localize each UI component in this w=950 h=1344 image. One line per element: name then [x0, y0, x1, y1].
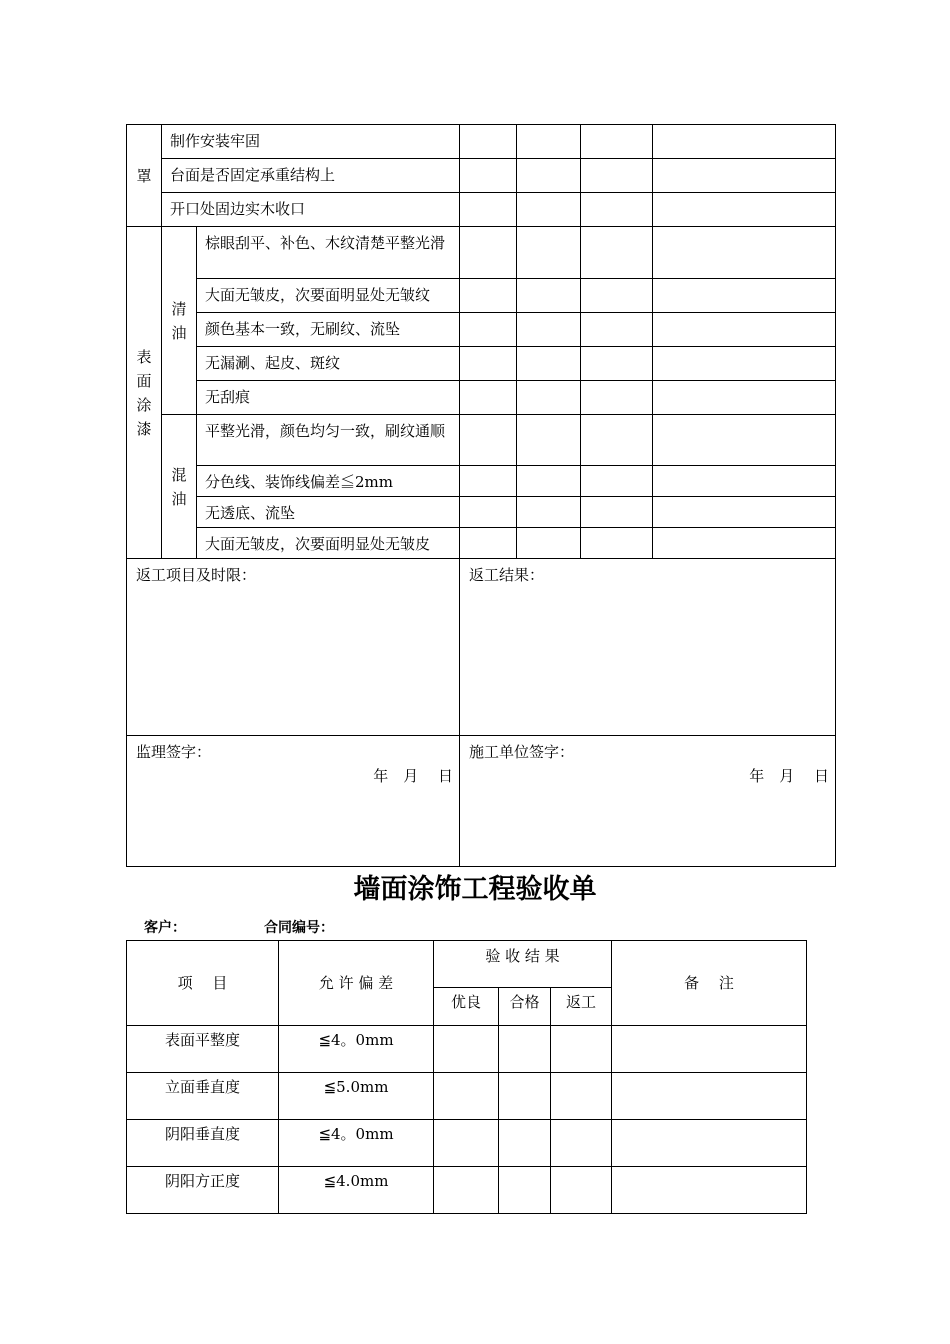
col-header-tolerance: 允 许 偏 差 [279, 941, 434, 1026]
remark-cell[interactable] [653, 125, 836, 159]
remark-cell[interactable] [653, 313, 836, 347]
supervisor-sign-label: 监理签字： [136, 743, 212, 761]
contractor-sign-box[interactable] [460, 736, 836, 867]
result-cell[interactable] [517, 466, 581, 497]
remark-cell[interactable] [612, 1120, 807, 1167]
row-tolerance: ≦5.0mm [279, 1073, 434, 1120]
check-item: 无漏涮、起皮、斑纹 [197, 347, 460, 381]
rework-items-label: 返工项目及时限： [136, 566, 257, 584]
result-cell[interactable] [517, 528, 581, 559]
remark-cell[interactable] [653, 528, 836, 559]
remark-cell[interactable] [653, 466, 836, 497]
col-header-remark: 备 注 [612, 941, 807, 1026]
remark-cell[interactable] [653, 279, 836, 313]
col-header-pass: 合格 [499, 988, 551, 1026]
check-item: 棕眼刮平、补色、木纹清楚平整光滑 [197, 227, 460, 279]
col-header-excellent: 优良 [434, 988, 499, 1026]
row-item: 阴阳垂直度 [127, 1120, 279, 1167]
result-cell[interactable] [517, 347, 581, 381]
row-tolerance: ≦4.0mm [279, 1167, 434, 1214]
row-item: 立面垂直度 [127, 1073, 279, 1120]
client-label: 客户： [144, 920, 186, 936]
result-cell[interactable] [581, 159, 653, 193]
remark-cell[interactable] [653, 415, 836, 466]
remark-cell[interactable] [612, 1073, 807, 1120]
result-cell[interactable] [517, 159, 581, 193]
result-cell[interactable] [460, 313, 517, 347]
result-cell[interactable] [460, 347, 517, 381]
supervisor-date: 年 月 日 [373, 767, 454, 785]
result-cell[interactable] [517, 381, 581, 415]
row-item: 阴阳方正度 [127, 1167, 279, 1214]
col-header-rework: 返工 [551, 988, 612, 1026]
check-item: 无刮痕 [197, 381, 460, 415]
check-item: 无透底、流坠 [197, 497, 460, 528]
result-cell[interactable] [460, 466, 517, 497]
remark-cell[interactable] [653, 193, 836, 227]
wall-coating-acceptance-table [126, 940, 807, 1214]
result-cell[interactable] [581, 415, 653, 466]
supervisor-sign-box[interactable] [127, 736, 460, 867]
rework-result-label: 返工结果： [469, 566, 545, 584]
result-cell[interactable] [581, 528, 653, 559]
result-cell[interactable] [460, 227, 517, 279]
check-item: 分色线、装饰线偏差≦2mm [197, 466, 460, 497]
contract-number-label: 合同编号： [264, 920, 334, 936]
result-cell[interactable] [581, 279, 653, 313]
pass-cell[interactable] [499, 1167, 551, 1214]
excellent-cell[interactable] [434, 1026, 499, 1073]
check-item: 大面无皱皮，次要面明显处无皱纹 [197, 279, 460, 313]
check-item: 平整光滑，颜色均匀一致，刷纹通顺 [197, 415, 460, 466]
contractor-sign-label: 施工单位签字： [469, 743, 575, 761]
result-cell[interactable] [460, 125, 517, 159]
excellent-cell[interactable] [434, 1120, 499, 1167]
contractor-date: 年 月 日 [749, 767, 830, 785]
remark-cell[interactable] [653, 497, 836, 528]
result-cell[interactable] [581, 381, 653, 415]
result-cell[interactable] [581, 125, 653, 159]
group-label-surface-paint: 表面涂漆 [127, 227, 162, 559]
remark-cell[interactable] [612, 1026, 807, 1073]
result-cell[interactable] [517, 415, 581, 466]
result-cell[interactable] [460, 279, 517, 313]
result-cell[interactable] [517, 193, 581, 227]
result-cell[interactable] [517, 313, 581, 347]
result-cell[interactable] [517, 227, 581, 279]
result-cell[interactable] [517, 125, 581, 159]
col-header-item: 项 目 [127, 941, 279, 1026]
excellent-cell[interactable] [434, 1167, 499, 1214]
result-cell[interactable] [460, 193, 517, 227]
pass-cell[interactable] [499, 1120, 551, 1167]
remark-cell[interactable] [653, 159, 836, 193]
result-cell[interactable] [581, 466, 653, 497]
row-tolerance: ≦4。0mm [279, 1026, 434, 1073]
remark-cell[interactable] [612, 1167, 807, 1214]
remark-cell[interactable] [653, 227, 836, 279]
result-cell[interactable] [517, 279, 581, 313]
row-tolerance: ≦4。0mm [279, 1120, 434, 1167]
result-cell[interactable] [460, 497, 517, 528]
check-item: 制作安装牢固 [162, 125, 460, 159]
remark-cell[interactable] [653, 347, 836, 381]
pass-cell[interactable] [499, 1073, 551, 1120]
result-cell[interactable] [581, 227, 653, 279]
rework-items-box[interactable] [127, 559, 460, 736]
result-cell[interactable] [460, 159, 517, 193]
rework-cell[interactable] [551, 1120, 612, 1167]
check-item: 颜色基本一致，无刷纹、流坠 [197, 313, 460, 347]
result-cell[interactable] [581, 347, 653, 381]
excellent-cell[interactable] [434, 1073, 499, 1120]
check-item: 大面无皱皮，次要面明显处无皱皮 [197, 528, 460, 559]
form-title: 墙面涂饰工程验收单 [353, 874, 597, 905]
remark-cell[interactable] [653, 381, 836, 415]
result-cell[interactable] [581, 497, 653, 528]
sub-group-label-clear-oil: 清油 [162, 227, 197, 415]
check-item: 开口处固边实木收口 [162, 193, 460, 227]
rework-cell[interactable] [551, 1026, 612, 1073]
group-label-zhao: 罩 [127, 125, 162, 227]
check-item: 台面是否固定承重结构上 [162, 159, 460, 193]
result-cell[interactable] [517, 497, 581, 528]
result-cell[interactable] [581, 193, 653, 227]
result-cell[interactable] [460, 528, 517, 559]
inspection-table-continued [126, 124, 836, 867]
rework-cell[interactable] [551, 1167, 612, 1214]
result-cell[interactable] [460, 381, 517, 415]
rework-cell[interactable] [551, 1073, 612, 1120]
sub-group-label-mixed-oil: 混油 [162, 415, 197, 559]
result-cell[interactable] [460, 415, 517, 466]
col-header-result: 验 收 结 果 [434, 941, 612, 988]
row-item: 表面平整度 [127, 1026, 279, 1073]
pass-cell[interactable] [499, 1026, 551, 1073]
result-cell[interactable] [581, 313, 653, 347]
rework-result-box[interactable] [460, 559, 836, 736]
